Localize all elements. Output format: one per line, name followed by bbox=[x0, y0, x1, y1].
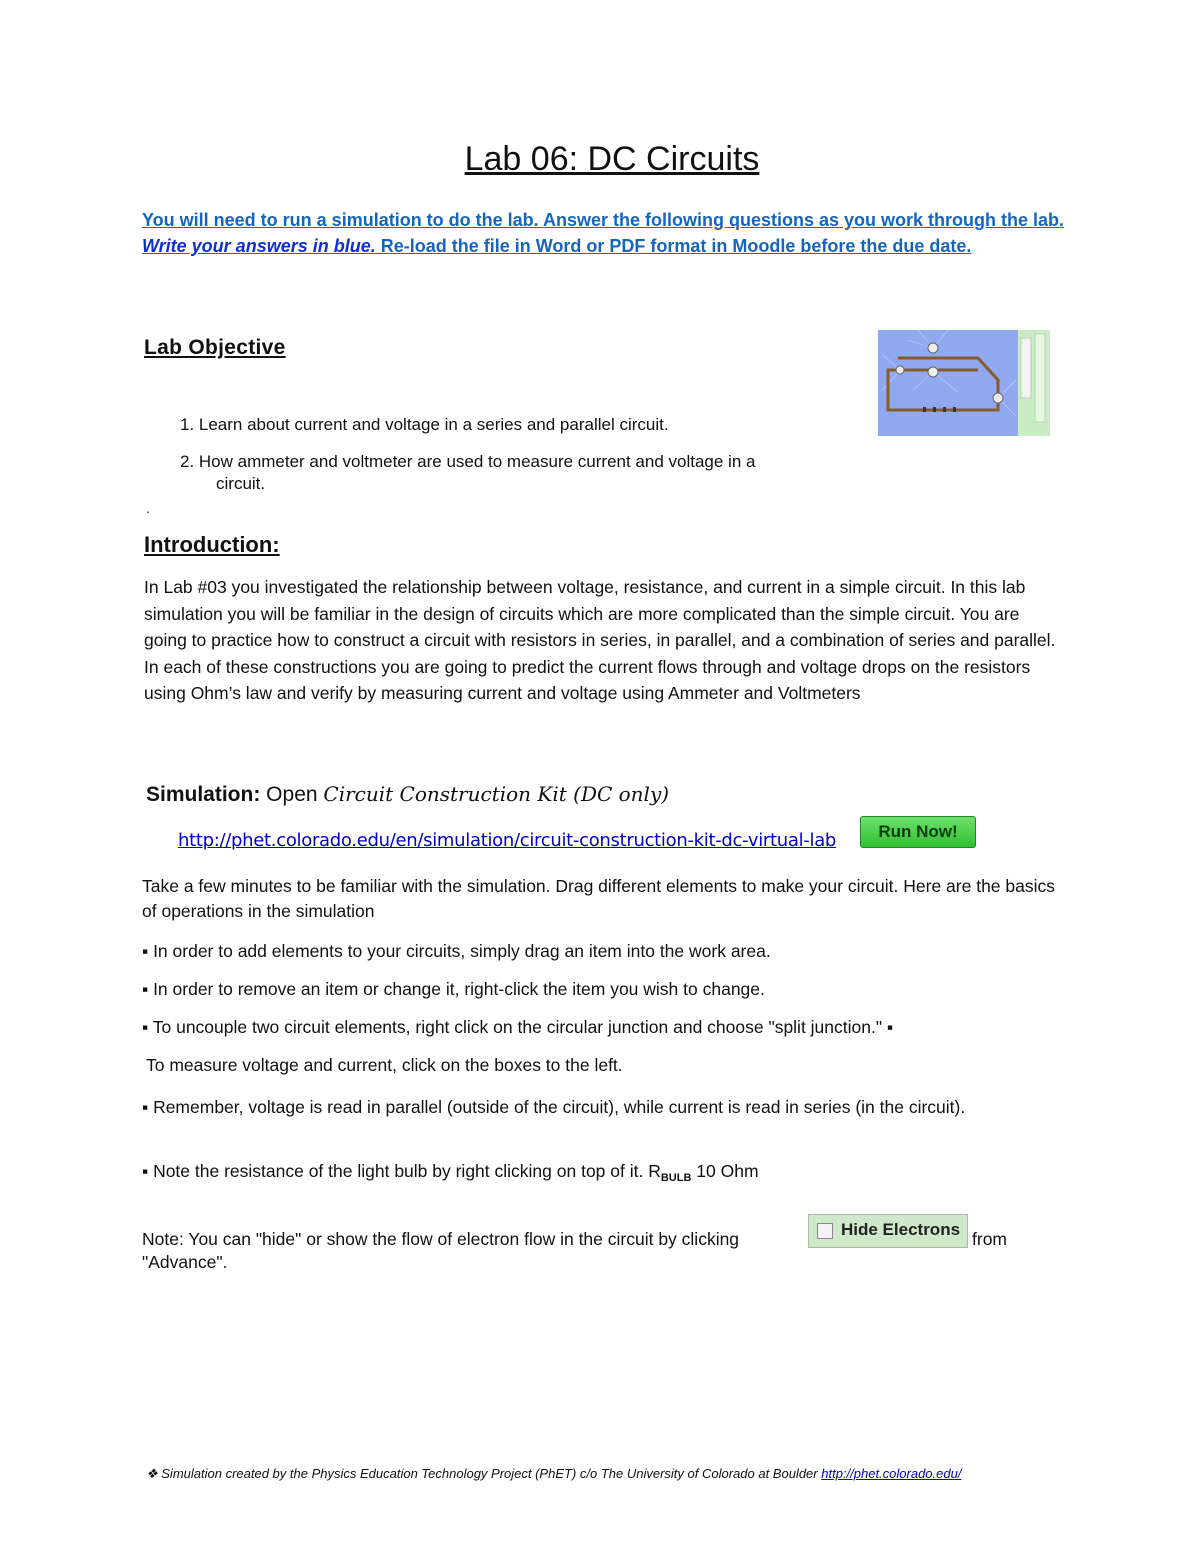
notice-part2: Re-load the file in Word or PDF format in Moodle before the due date. bbox=[375, 236, 972, 256]
introduction-heading: Introduction: bbox=[144, 532, 280, 557]
run-now-button[interactable]: Run Now! bbox=[860, 816, 976, 848]
simulation-line bbox=[146, 782, 669, 807]
bullet-measure: To measure voltage and current, click on the boxes to the left. bbox=[146, 1055, 623, 1075]
note-advance: "Advance". bbox=[142, 1252, 228, 1272]
objective-heading: Lab Objective bbox=[144, 336, 286, 359]
simulation-label: Simulation: bbox=[146, 783, 261, 806]
checkbox-icon[interactable] bbox=[817, 1223, 833, 1239]
footer bbox=[146, 1466, 961, 1482]
instructions-notice bbox=[142, 207, 1092, 259]
footer-text: ❖ Simulation created by the Physics Education Technology Project (PhET) c/o The University of Colorado at Boulder bbox=[146, 1466, 822, 1481]
notice-part1: You will need to run a simulation to do the lab. Answer the following questions as you work through the lab bbox=[142, 210, 1060, 230]
bulb-value: 10 Ohm bbox=[691, 1161, 759, 1181]
bulb-subscript: BULB bbox=[660, 1172, 692, 1184]
bulb-text: ▪ Note the resistance of the light bulb by right clicking on top of it. R bbox=[142, 1161, 661, 1181]
simulation-name: Circuit Construction Kit (DC only) bbox=[323, 782, 670, 806]
footer-link[interactable]: http://phet.colorado.edu/ bbox=[821, 1466, 962, 1481]
bullet-bulb-resistance bbox=[142, 1159, 759, 1191]
stray-dot: . bbox=[146, 500, 150, 516]
notice-dot: . bbox=[1059, 210, 1065, 230]
page-title: Lab 06: DC Circuits bbox=[464, 140, 760, 178]
bullet-voltage-current: ▪ Remember, voltage is read in parallel (outside of the circuit), while current is read in series (in the circuit). bbox=[142, 1097, 966, 1117]
objective-item-2: 2. How ammeter and voltmeter are used to measure current and voltage in a bbox=[180, 452, 756, 471]
notice-emphasis: Write your answers in blue. bbox=[142, 236, 376, 256]
instructions-intro: Take a few minutes to be familiar with the simulation. Drag different elements to make your circuit. Here are the basics of operations in the simulation bbox=[142, 876, 1055, 921]
note-text: Note: You can "hide" or show the flow of electron flow in the circuit by clicking bbox=[142, 1229, 740, 1249]
introduction-text: In Lab #03 you investigated the relationship between voltage, resistance, and current in a simple circuit. In this lab simulation you will be familiar in the design of circuits which are more complicated than the simple circuit. You are going to practice how to construct a circuit with resistors in series, in parallel, and a combination of series and parallel. In each of these constructions you are going to predict the current flows through and voltage drops on the resistors using Ohm’s law and verify by measuring current and voltage using Ammeter and Voltmeters bbox=[144, 577, 1056, 703]
bullet-add-elements: ▪ In order to add elements to your circuits, simply drag an item into the work area. bbox=[142, 941, 771, 961]
circuit-simulation-thumbnail bbox=[878, 330, 1050, 436]
simulation-open: Open bbox=[260, 783, 324, 806]
hide-electrons-label: Hide Electrons bbox=[841, 1220, 961, 1239]
bullet-remove-item: ▪ In order to remove an item or change it, right-click the item you wish to change. bbox=[142, 979, 765, 999]
bullet-split-junction: ▪ To uncouple two circuit elements, right click on the circular junction and choose "split junction." ▪ bbox=[142, 1017, 894, 1037]
note-from: from bbox=[972, 1229, 1007, 1249]
objective-item-2-cont: circuit. bbox=[216, 474, 266, 493]
objective-item-1: 1. Learn about current and voltage in a series and parallel circuit. bbox=[180, 415, 669, 434]
hide-electrons-checkbox[interactable] bbox=[808, 1214, 968, 1248]
simulation-link[interactable]: http://phet.colorado.edu/en/simulation/circuit-construction-kit-dc-virtual-lab bbox=[178, 830, 837, 851]
